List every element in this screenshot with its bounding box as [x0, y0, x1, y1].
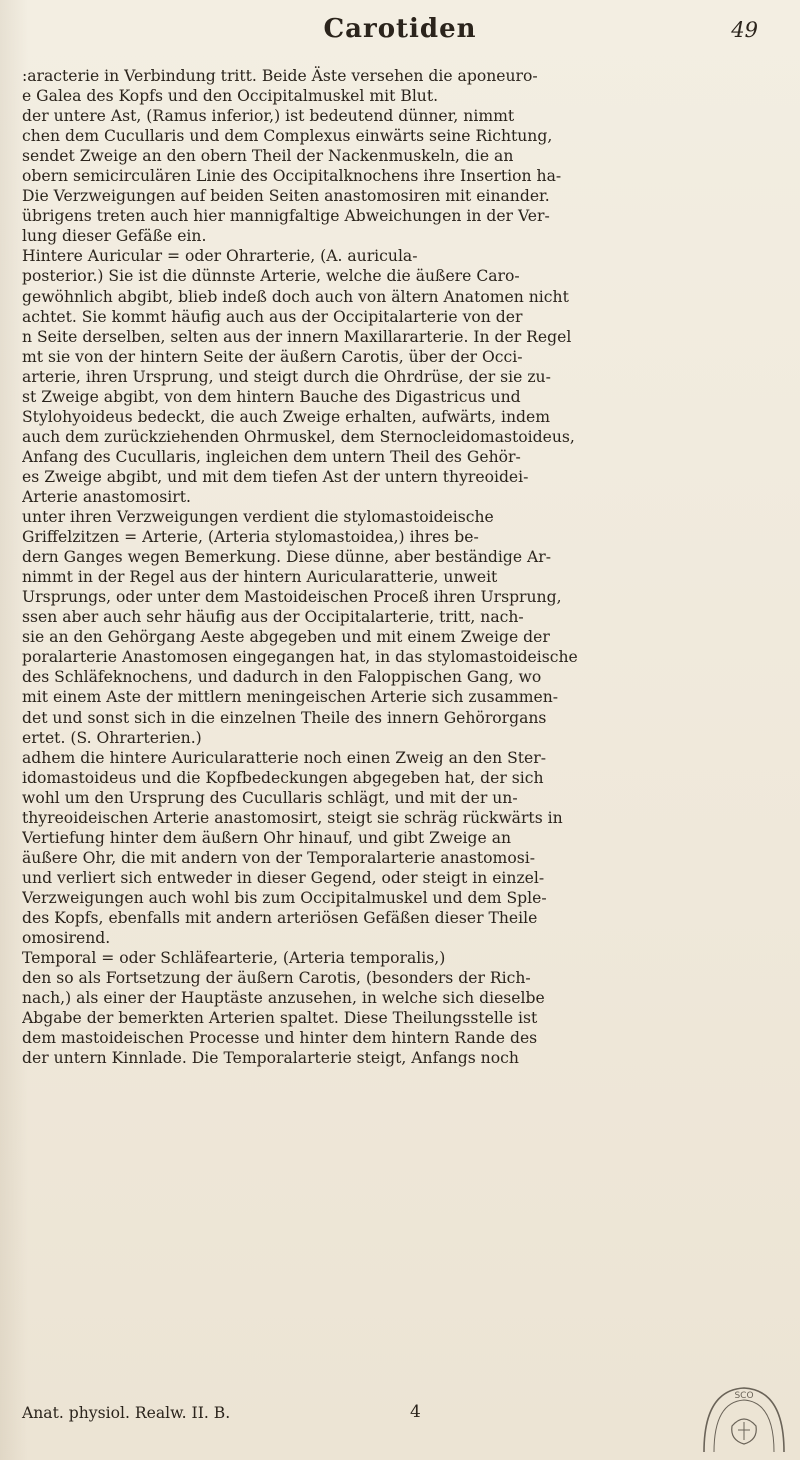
- text-line: wohl um den Ursprung des Cucullaris schlägt, und mit der un-: [22, 788, 518, 807]
- text-line: thyreoideischen Arterie anastomosirt, steigt sie schräg rückwärts in: [22, 808, 563, 827]
- text-line: e Galea des Kopfs und den Occipitalmuskel mit Blut.: [22, 87, 439, 106]
- text-line: Ursprungs, oder unter dem Mastoideischen Proceß ihren Ursprung,: [22, 588, 562, 607]
- text-line: Vertiefung hinter dem äußern Ohr hinauf, und gibt Zweige an: [22, 828, 512, 847]
- text-line: omosirend.: [22, 929, 111, 948]
- text-line: es Zweige abgibt, und mit dem tiefen Ast der untern thyreoidei-: [22, 467, 529, 486]
- text-line: und verliert sich entweder in dieser Gegend, oder steigt in einzel-: [22, 868, 545, 887]
- text-line: ertet. (S. Ohrarterien.): [22, 728, 202, 747]
- text-line: der untere Ast, (Ramus inferior,) ist bedeutend dünner, nimmt: [22, 107, 515, 126]
- running-title: Carotiden: [323, 14, 477, 44]
- body-text: [22, 66, 778, 1396]
- text-line: gewöhnlich abgibt, blieb indeß doch auch von ältern Anatomen nicht: [22, 287, 569, 306]
- text-line: des Kopfs, ebenfalls mit andern arteriösen Gefäßen dieser Theile: [22, 908, 538, 927]
- text-line: mit einem Aste der mittlern meningeischen Arterie sich zusammen-: [22, 688, 559, 707]
- text-line: det und sonst sich in die einzelnen Theile des innern Gehörorgans: [22, 708, 547, 727]
- text-line: Hintere Auricular = oder Ohrarterie, (A. auricula-: [22, 247, 418, 266]
- text-line: Temporal = oder Schläfearterie, (Arteria temporalis,): [22, 949, 446, 968]
- page-header: [0, 14, 800, 54]
- text-line: achtet. Sie kommt häufig auch aus der Occipitalarterie von der: [22, 307, 523, 326]
- text-line: der untern Kinnlade. Die Temporalarterie steigt, Anfangs noch: [22, 1049, 519, 1068]
- text-line: Verzweigungen auch wohl bis zum Occipitalmuskel und dem Sple-: [22, 888, 547, 907]
- text-line: nach,) als einer der Hauptäste anzusehen, in welche sich dieselbe: [22, 989, 545, 1008]
- text-line: Abgabe der bemerkten Arterien spaltet. Diese Theilungsstelle ist: [22, 1009, 538, 1028]
- text-line: des Schläfeknochens, und dadurch in den Faloppischen Gang, wo: [22, 668, 542, 687]
- text-line: unter ihren Verzweigungen verdient die stylomastoideische: [22, 508, 494, 527]
- text-line: Griffelzitzen = Arterie, (Arteria stylomastoidea,) ihres be-: [22, 528, 479, 547]
- text-line: obern semicirculären Linie des Occipitalknochens ihre Insertion ha-: [22, 167, 562, 186]
- text-line: poralarterie Anastomosen eingegangen hat, in das stylomastoideische: [22, 648, 578, 667]
- text-line: nimmt in der Regel aus der hintern Auricularatterie, unweit: [22, 568, 498, 587]
- text-line: Arterie anastomosirt.: [22, 487, 191, 506]
- stamp-text: SCO: [734, 1391, 754, 1401]
- text-line: Die Verzweigungen auf beiden Seiten anastomosiren mit einander.: [22, 187, 550, 206]
- text-line: idomastoideus und die Kopfbedeckungen abgegeben hat, der sich: [22, 768, 544, 787]
- text-line: dern Ganges wegen Bemerkung. Diese dünne, aber beständige Ar-: [22, 548, 552, 567]
- text-line: Stylohyoideus bedeckt, die auch Zweige erhalten, aufwärts, indem: [22, 407, 551, 426]
- text-line: lung dieser Gefäße ein.: [22, 227, 207, 246]
- text-line: sie an den Gehörgang Aeste abgegeben und mit einem Zweige der: [22, 628, 550, 647]
- page-footer: [22, 1404, 778, 1434]
- text-line: Anfang des Cucullaris, ingleichen dem untern Theil des Gehör-: [22, 447, 521, 466]
- signature-mark: 4: [410, 1402, 421, 1422]
- text-line: mt sie von der hintern Seite der äußern Carotis, über der Occi-: [22, 347, 523, 366]
- text-line: posterior.) Sie ist die dünnste Arterie, welche die äußere Caro-: [22, 267, 520, 286]
- text-line: n Seite derselben, selten aus der innern Maxillararterie. In der Regel: [22, 327, 572, 346]
- text-line: sendet Zweige an den obern Theil der Nackenmuskeln, die an: [22, 147, 514, 166]
- text-line: den so als Fortsetzung der äußern Carotis, (besonders der Rich-: [22, 969, 531, 988]
- text-line: adhem die hintere Auricularatterie noch einen Zweig an den Ster-: [22, 748, 546, 767]
- text-line: :aracterie in Verbindung tritt. Beide Äste versehen die aponeuro-: [22, 67, 538, 85]
- text-line: ssen aber auch sehr häufig aus der Occipitalarterie, tritt, nach-: [22, 608, 524, 627]
- text-line: arterie, ihren Ursprung, und steigt durch die Ohrdrüse, der sie zu-: [22, 367, 551, 386]
- text-line: übrigens treten auch hier mannigfaltige Abweichungen in der Ver-: [22, 207, 550, 226]
- page-number: 49: [731, 18, 758, 42]
- text-line: äußere Ohr, die mit andern von der Temporalarterie anastomosi-: [22, 848, 535, 867]
- text-line: auch dem zurückziehenden Ohrmuskel, dem Sternocleidomastoideus,: [22, 427, 575, 446]
- text-line: st Zweige abgibt, von dem hintern Bauche des Digastricus und: [22, 387, 521, 406]
- text-line: chen dem Cucullaris und dem Complexus einwärts seine Richtung,: [22, 127, 553, 146]
- library-stamp: [698, 1382, 790, 1454]
- text-line: dem mastoideischen Processe und hinter dem hintern Rande des: [22, 1029, 538, 1048]
- footer-source: Anat. physiol. Realw. II. B.: [22, 1404, 231, 1422]
